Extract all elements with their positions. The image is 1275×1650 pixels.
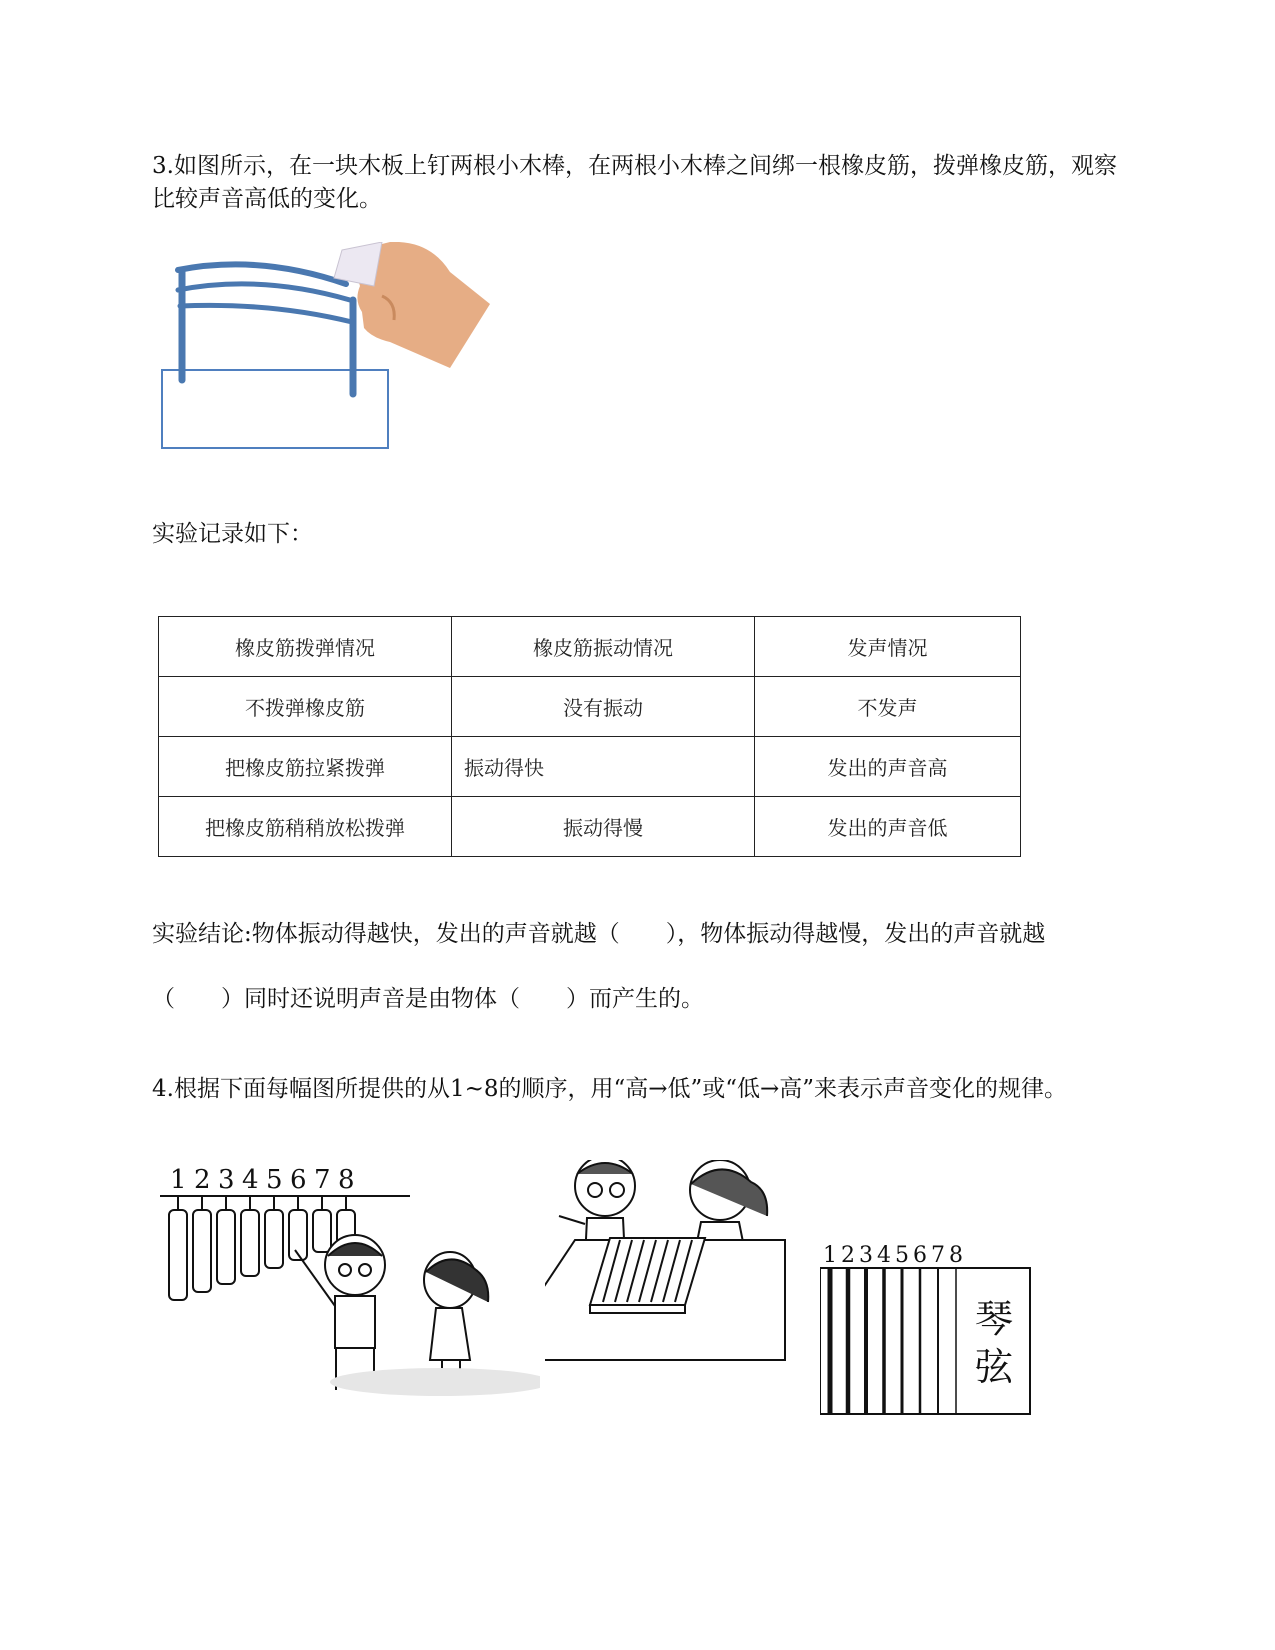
kids-with-zither-figure [545, 1160, 805, 1370]
table-cell: 振动得快 [452, 737, 755, 797]
table-header-cell: 橡皮筋拨弹情况 [159, 617, 452, 677]
table-header-cell: 橡皮筋振动情况 [452, 617, 755, 677]
rubber-band-bottom [180, 305, 352, 322]
table-row [159, 797, 1021, 857]
table-cell: 把橡皮筋稍稍放松拨弹 [159, 797, 452, 857]
bell-tube [193, 1210, 211, 1292]
table-cell: 发出的声音高 [755, 737, 1021, 797]
table-cell: 发出的声音低 [755, 797, 1021, 857]
bell-number: 7 [314, 1165, 331, 1195]
conclusion-line-2: （ ）同时还说明声音是由物体（ ）而产生的。 [152, 986, 704, 1012]
ground-shadow [330, 1368, 540, 1396]
bell-number: 3 [218, 1165, 235, 1195]
bell-tube [217, 1210, 235, 1284]
table-cell: 不拨弹橡皮筋 [159, 677, 452, 737]
bell-number: 8 [338, 1165, 355, 1195]
question-3-text: 3.如图所示，在一块木板上钉两根小木棒，在两根小木棒之间绑一根橡皮筋，拨弹橡皮筋，观察比较声音高低的变化。 [152, 153, 1117, 212]
zither-label-bottom: 弦 [975, 1345, 1014, 1389]
table-cell: 不发声 [755, 677, 1021, 737]
rubber-band-middle [178, 284, 350, 300]
zither-label-top: 琴 [975, 1297, 1014, 1341]
zither-number: 2 [841, 1243, 855, 1268]
zither-number: 7 [931, 1243, 945, 1268]
table-cell: 没有振动 [452, 677, 755, 737]
conclusion-line-1: 实验结论:物体振动得越快，发出的声音就越（ ），物体振动得越慢，发出的声音就越 [152, 921, 1046, 947]
table-cell: 振动得慢 [452, 797, 755, 857]
zither-number: 3 [859, 1243, 873, 1268]
bell-tube [313, 1210, 331, 1252]
experiment-record-table [158, 616, 1021, 857]
question-4-text: 4.根据下面每幅图所提供的从1~8的顺序，用“高→低”或“低→高”来表示声音变化的规律。 [152, 1076, 1068, 1102]
bell-number: 6 [290, 1165, 307, 1195]
zither-number: 5 [895, 1243, 909, 1268]
zither-strings-diagram [820, 1240, 1040, 1420]
bell-number: 1 [170, 1165, 187, 1195]
table-cell: 把橡皮筋拉紧拨弹 [159, 737, 452, 797]
rubber-band-top [178, 264, 346, 284]
table-header-cell: 发声情况 [755, 617, 1021, 677]
hand-icon [334, 242, 490, 368]
table-row [159, 677, 1021, 737]
table-row [159, 737, 1021, 797]
zither-number: 1 [823, 1243, 837, 1268]
zither-number: 6 [913, 1243, 927, 1268]
table-header-row [159, 617, 1021, 677]
zither-number: 4 [877, 1243, 891, 1268]
hanging-bells-figure [160, 1160, 540, 1400]
zither-frame [820, 1268, 1030, 1414]
bell-number: 2 [194, 1165, 211, 1195]
boy-pointing-icon [295, 1235, 385, 1390]
record-intro: 实验记录如下： [152, 521, 313, 547]
bell-tube [241, 1210, 259, 1276]
zither-number: 8 [949, 1243, 963, 1268]
bell-tube [265, 1210, 283, 1268]
bell-number: 4 [242, 1165, 259, 1195]
rubber-band-figure [150, 242, 490, 457]
bell-tube [169, 1210, 187, 1300]
bell-number: 5 [266, 1165, 283, 1195]
